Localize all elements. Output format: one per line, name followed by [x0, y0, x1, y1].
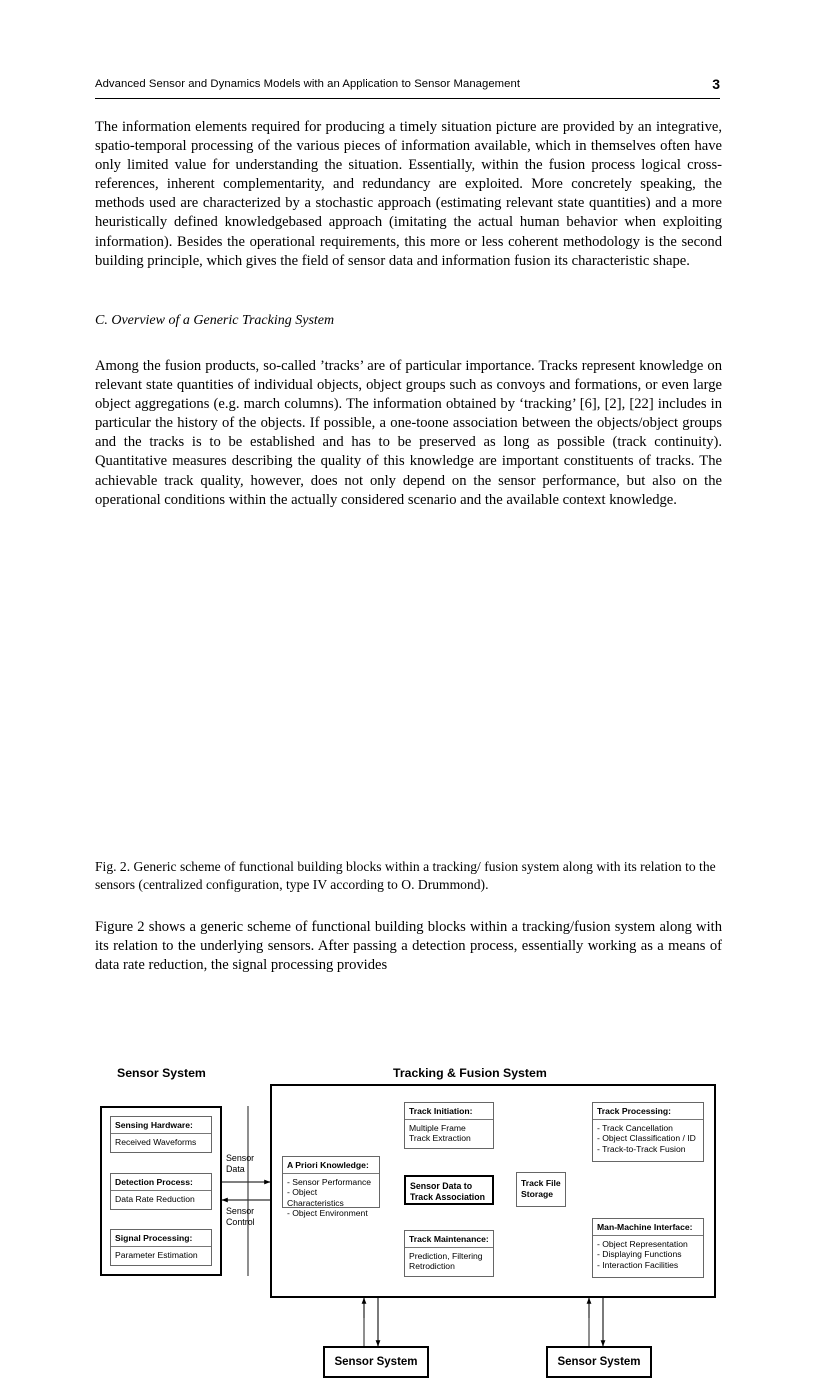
page-number: 3 — [712, 76, 720, 92]
sensor-data-line2: Data — [226, 1164, 245, 1174]
block-a-priori-body — [283, 1174, 379, 1222]
track-file-storage-line1: Track File — [521, 1178, 561, 1188]
track-processing-item-2: - Track-to-Track Fusion — [597, 1143, 686, 1154]
block-track-processing-body — [593, 1120, 703, 1158]
figure-caption: Fig. 2. Generic scheme of functional building blocks within a tracking/ fusion system along with its relation to the sensors (centralized configuration, type IV according to O. Drummond). — [95, 859, 716, 893]
sensor-control-line1: Sensor — [226, 1206, 255, 1216]
paragraph-2: Among the fusion products, so-called ’tracks’ are of particular importance. Tracks represent knowledge on relevant state quantities of individual objects, object groups such as convoys and formations, or even large object aggregations (e.g. march columns). The information obtained by ‘tracking’ [6], [2], [22] includes in particular the history of the objects. If possible, a one-toone association between the objects/object groups and the tracks is to be established and has to be preserved as long as possible (track continuity). Quantitative measures describing the quality of this knowledge are important constituents of tracks. The achievable track quality, however, does not only depend on the sensor performance, but also on the operational conditions within the actually considered scenario and the available context knowledge. — [95, 358, 722, 508]
block-detection-process-body: Data Rate Reduction — [115, 1193, 195, 1204]
man-machine-item-2: - Interaction Facilities — [597, 1259, 679, 1270]
block-track-initiation-body — [405, 1120, 493, 1147]
track-initiation-item-1: Track Extraction — [409, 1133, 471, 1144]
block-track-maintenance-header: Track Maintenance: — [405, 1231, 493, 1248]
a-priori-item-1: - Object Characteristics — [287, 1187, 344, 1208]
header-rule — [95, 98, 720, 99]
figure-connectors — [0, 528, 816, 858]
block-sensing-hardware-body: Received Waveforms — [115, 1136, 197, 1147]
sensor-control-line2: Control — [226, 1217, 255, 1227]
block-a-priori-header: A Priori Knowledge: — [283, 1157, 379, 1174]
track-maintenance-item-0: Prediction, Filtering — [409, 1250, 483, 1261]
block-track-processing-header: Track Processing: — [593, 1103, 703, 1120]
block-signal-processing — [110, 1229, 212, 1266]
a-priori-item-2: - Object Environment — [287, 1208, 368, 1219]
block-track-maintenance — [404, 1230, 494, 1277]
block-track-maintenance-body — [405, 1248, 493, 1275]
block-sdta-body — [406, 1177, 492, 1205]
running-head-title: Advanced Sensor and Dynamics Models with an Application to Sensor Management — [95, 78, 521, 90]
block-detection-process — [110, 1173, 212, 1210]
block-track-initiation-header: Track Initiation: — [405, 1103, 493, 1120]
block-track-processing — [592, 1102, 704, 1162]
man-machine-item-1: - Displaying Functions — [597, 1249, 682, 1260]
block-sensing-hardware — [110, 1116, 212, 1153]
sensor-data-link-label — [226, 1153, 254, 1175]
block-signal-processing-header: Signal Processing: — [111, 1230, 211, 1247]
track-processing-item-0: - Track Cancellation — [597, 1122, 673, 1133]
sdta-line1: Sensor Data to — [410, 1181, 473, 1191]
paragraph-3: Figure 2 shows a generic scheme of functional building blocks within a tracking/fusion system along with its relation to the underlying sensors. After passing a detection process, essentially working as a means of data rate reduction, the signal processing provides — [95, 919, 722, 974]
sdta-line2: Track Association — [410, 1191, 485, 1202]
block-man-machine-header: Man-Machine Interface: — [593, 1219, 703, 1236]
man-machine-item-0: - Object Representation — [597, 1238, 688, 1249]
block-track-file-storage — [516, 1172, 566, 1207]
block-man-machine-interface — [592, 1218, 704, 1278]
paragraph-1: The information elements required for producing a timely situation picture are provided by an integrative, spatio-temporal processing of the various pieces of information available, which in themselves often have only limited value for understanding the situation. Essentially, within the fusion process logical cross-references, inherent complementarity, and redundancy are exploited. More concretely speaking, the methods used are characterized by a stochastic approach (estimating relevant state quantities) and a more heuristically defined knowledgebased approach (imitating the actual human behavior when exploiting information). Besides the operational requirements, this more or less coherent methodology is the second building principle, which gives the field of sensor data and information fusion its characteristic shape. — [95, 119, 722, 269]
sensor-control-link-label — [226, 1206, 255, 1228]
block-track-initiation — [404, 1102, 494, 1149]
tracking-fusion-system-label: Tracking & Fusion System — [393, 1066, 547, 1080]
a-priori-item-0: - Sensor Performance — [287, 1176, 372, 1187]
section-heading: C. Overview of a Generic Tracking System — [95, 313, 335, 328]
sensor-data-line1: Sensor — [226, 1153, 255, 1163]
block-sensor-data-to-track-association — [404, 1175, 494, 1205]
bottom-sensor-system-2: Sensor System — [546, 1346, 652, 1378]
track-initiation-item-0: Multiple Frame — [409, 1122, 466, 1133]
track-file-storage-line2: Storage — [521, 1188, 553, 1199]
block-man-machine-body — [593, 1236, 703, 1274]
sensor-system-label: Sensor System — [117, 1066, 206, 1080]
bottom-sensor-system-1: Sensor System — [323, 1346, 429, 1378]
block-detection-process-header: Detection Process: — [111, 1174, 211, 1191]
running-head — [95, 78, 720, 102]
block-track-file-storage-body — [517, 1173, 565, 1202]
block-sensing-hardware-header: Sensing Hardware: — [111, 1117, 211, 1134]
block-signal-processing-body: Parameter Estimation — [115, 1249, 198, 1260]
track-maintenance-item-1: Retrodiction — [409, 1261, 455, 1272]
block-a-priori-knowledge — [282, 1156, 380, 1219]
track-processing-item-1: - Object Classification / ID — [597, 1133, 696, 1144]
